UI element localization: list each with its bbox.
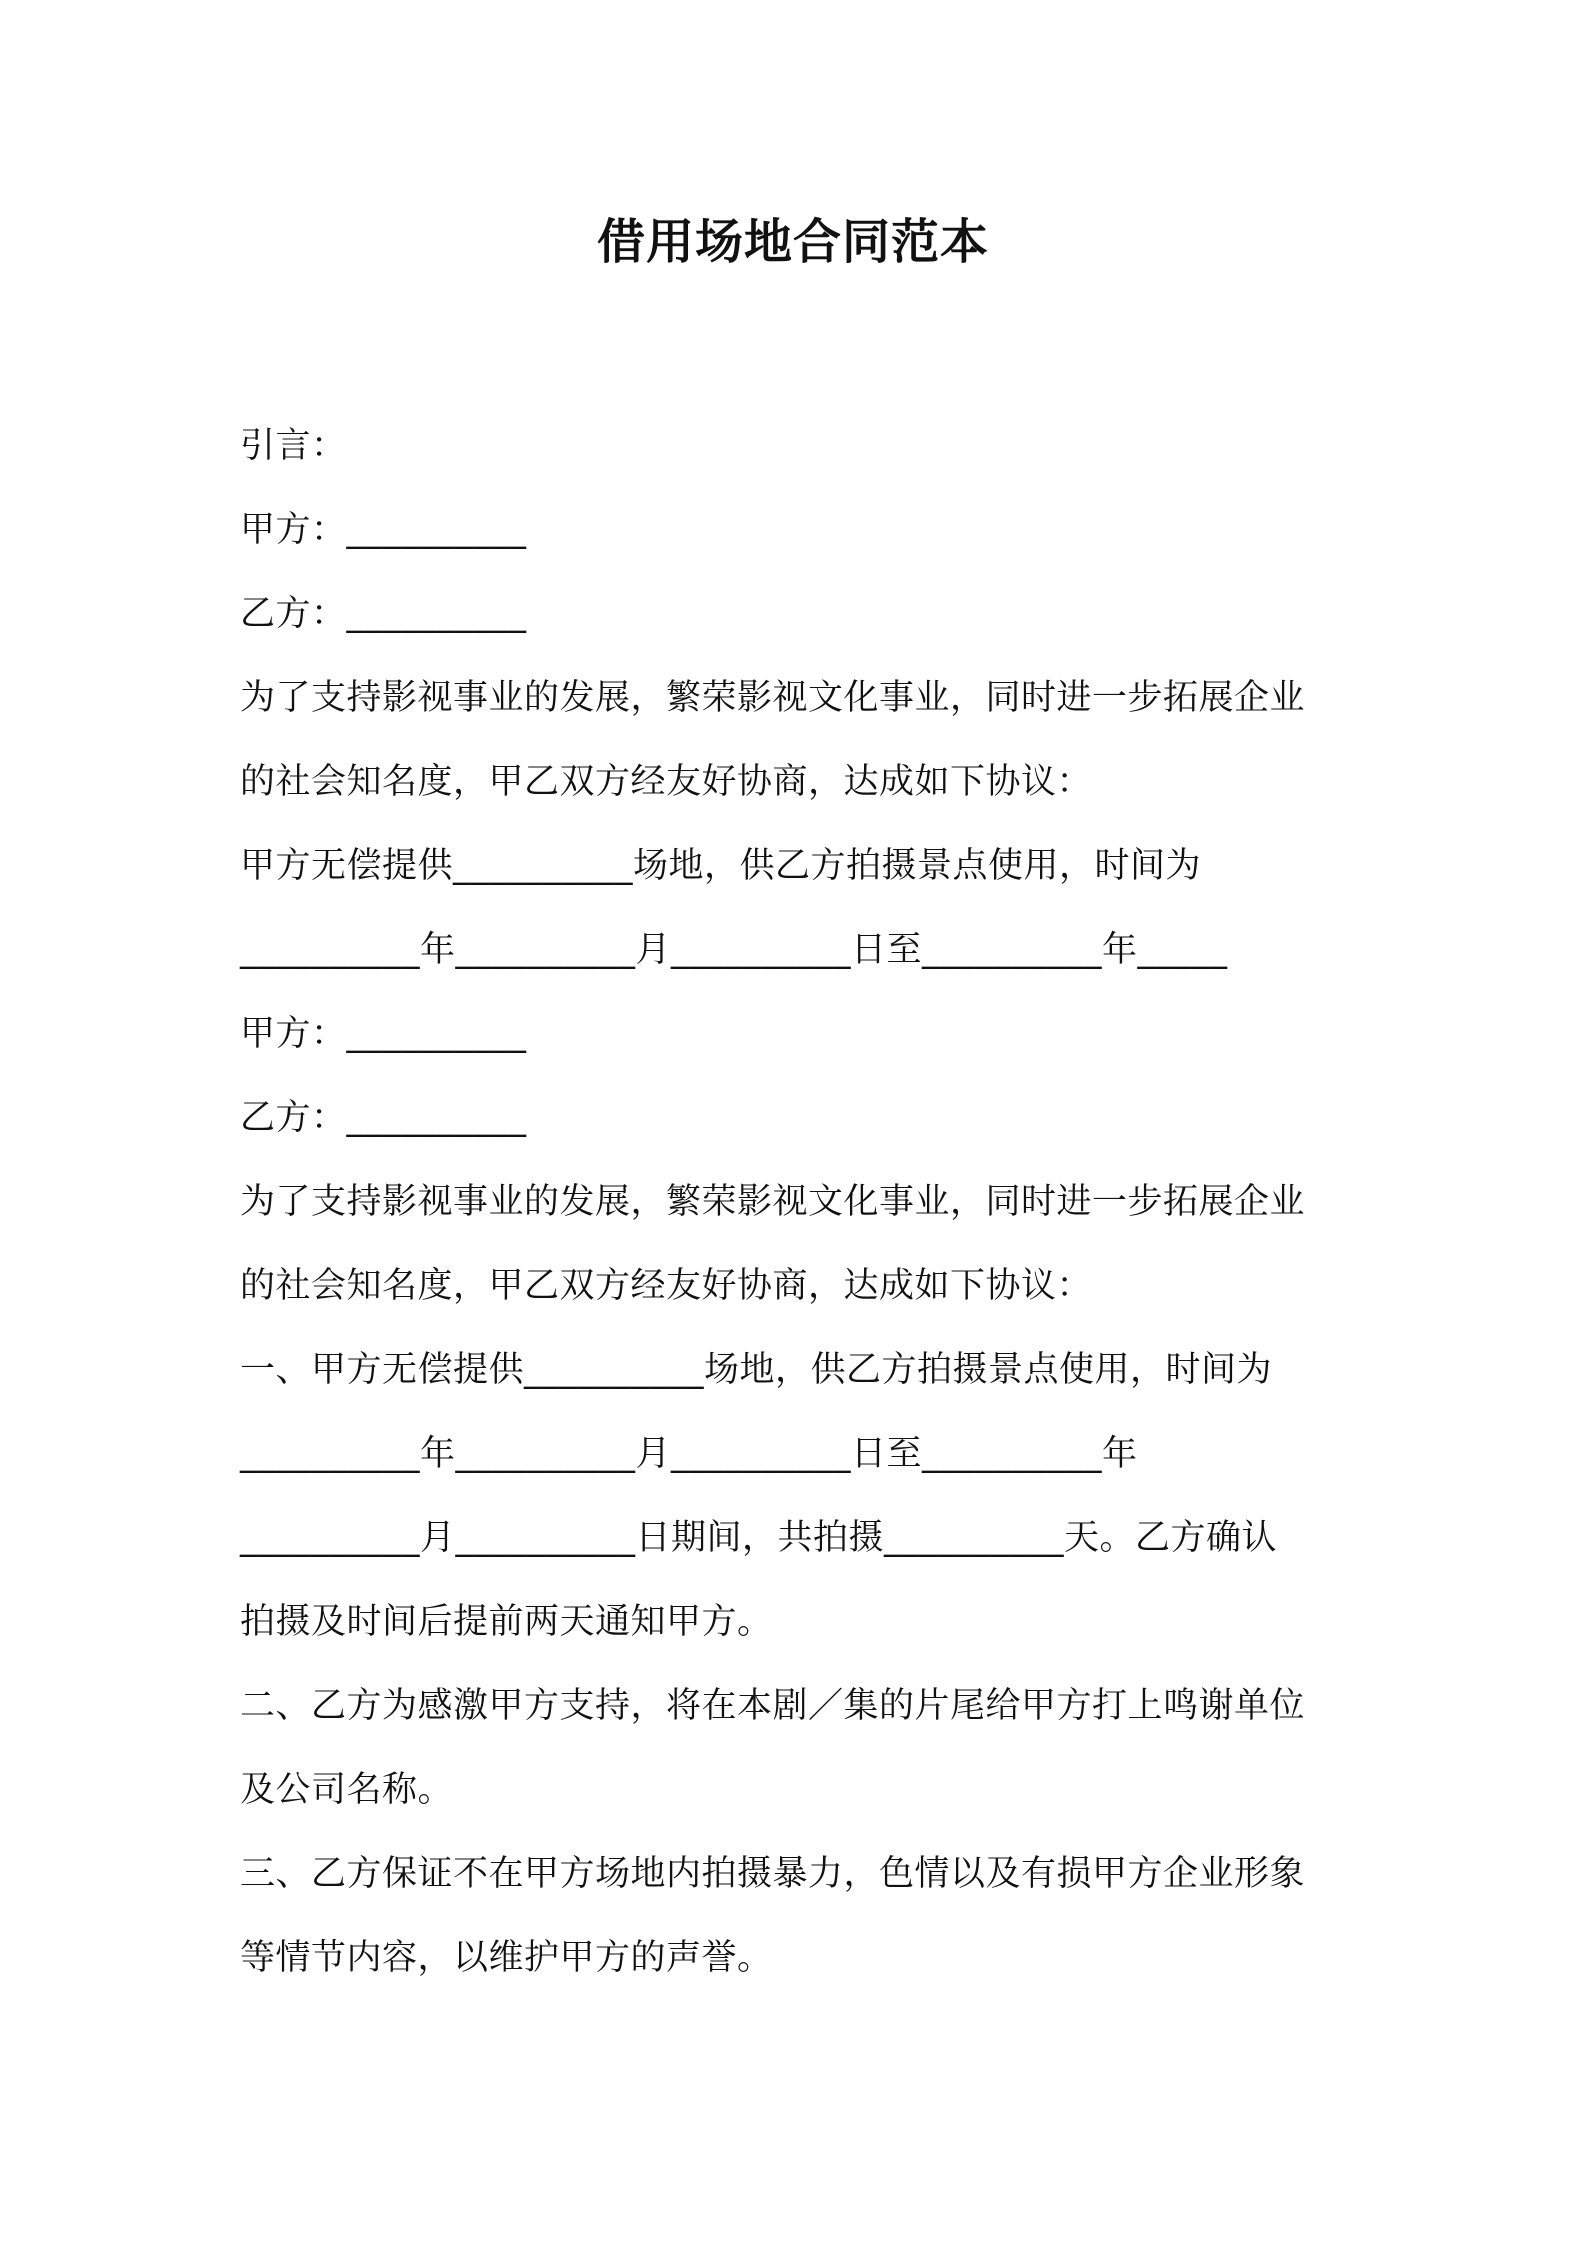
date-range-line: __________年__________月__________日至__________年_____ bbox=[240, 930, 1228, 970]
clause-1-line-2: __________年__________月__________日至__________年 bbox=[240, 1434, 1138, 1474]
party-b-line: 乙方：__________ bbox=[240, 594, 527, 634]
purpose-paragraph-repeat-line-1: 为了支持影视事业的发展，繁荣影视文化事业，同时进一步拓展企业 bbox=[240, 1182, 1306, 1222]
document-title: 借用场地合同范本 bbox=[596, 214, 989, 270]
clause-1-line-4: 拍摄及时间后提前两天通知甲方。 bbox=[240, 1602, 773, 1642]
purpose-paragraph-line-1: 为了支持影视事业的发展，繁荣影视文化事业，同时进一步拓展企业 bbox=[240, 678, 1306, 718]
intro-label: 引言： bbox=[240, 426, 347, 466]
party-a-line: 甲方：__________ bbox=[240, 510, 527, 550]
clause-1-line-1: 一、甲方无偿提供__________场地，供乙方拍摄景点使用，时间为 bbox=[240, 1350, 1273, 1390]
clause-2-line-1: 二、乙方为感激甲方支持，将在本剧／集的片尾给甲方打上鸣谢单位 bbox=[240, 1686, 1306, 1726]
clause-3-line-2: 等情节内容，以维护甲方的声誉。 bbox=[240, 1938, 773, 1978]
clause-3-line-1: 三、乙方保证不在甲方场地内拍摄暴力，色情以及有损甲方企业形象 bbox=[240, 1854, 1306, 1894]
party-a-line-repeat: 甲方：__________ bbox=[240, 1014, 527, 1054]
clause-2-line-2: 及公司名称。 bbox=[240, 1770, 454, 1810]
clause-1-line-3: __________月__________日期间，共拍摄__________天。乙方确认 bbox=[240, 1518, 1278, 1558]
purpose-paragraph-repeat-line-2: 的社会知名度，甲乙双方经友好协商，达成如下协议： bbox=[240, 1266, 1093, 1306]
document-body bbox=[240, 404, 1360, 2000]
venue-provision-line: 甲方无偿提供__________场地，供乙方拍摄景点使用，时间为 bbox=[240, 846, 1202, 886]
party-b-line-repeat: 乙方：__________ bbox=[240, 1098, 527, 1138]
purpose-paragraph-line-2: 的社会知名度，甲乙双方经友好协商，达成如下协议： bbox=[240, 762, 1093, 802]
